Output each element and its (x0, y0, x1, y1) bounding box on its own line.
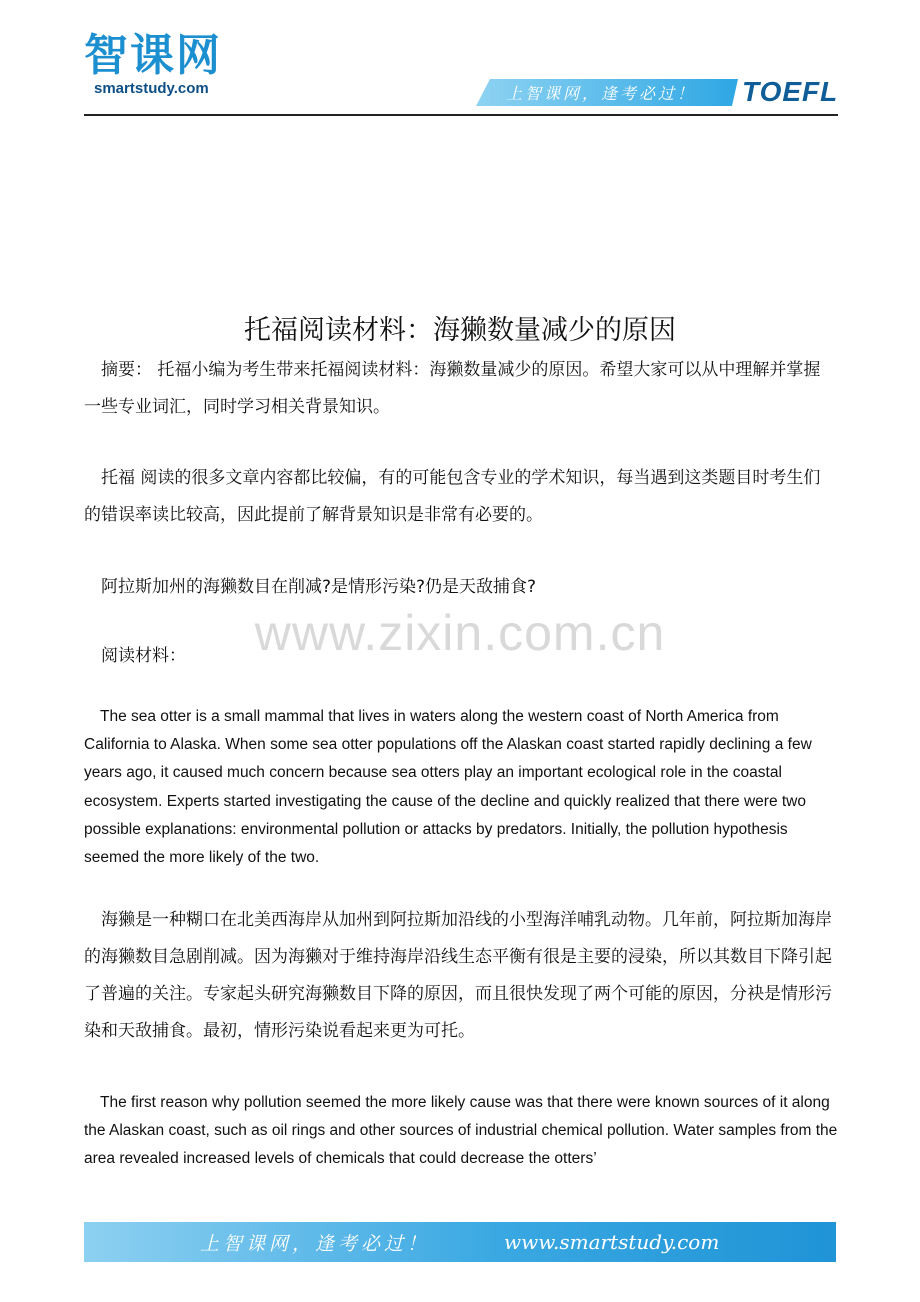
english-paragraph-2: The first reason why pollution seemed the more likely cause was that there were known sources of it along the Alaskan coast, such as oil rings and other sources of industrial chemical pollution. Water samples from the area revealed increased levels of chemicals that could decrease the otters’ (84, 1094, 838, 1168)
toefl-label: TOEFL (742, 76, 839, 107)
watermark: www.zixin.com.cn (254, 605, 666, 661)
page-header (0, 0, 920, 118)
chinese-paragraph-1: 海獭是一种糊口在北美西海岸从加州到阿拉斯加沿线的小型海洋哺乳动物。几年前，阿拉斯加海岸的海獭数目急剧削减。因为海獭对于维持海岸沿线生态平衡有很是主要的浸染，所以其数目下降引起了普遍的关注。专家起头研究海獭数目下降的原因，而且很快发现了两个可能的原因，分袂是情形污染和天敌捕食。最初，情形污染说看起来更为可托。 (84, 910, 832, 1041)
question-line: 阿拉斯加州的海獭数目在削减?是情形污染?仍是天敌捕食? (101, 577, 537, 597)
english-paragraph-1: The sea otter is a small mammal that lives in waters along the western coast of North America from California to Alaska. When some sea otter populations off the Alaskan coast started rapidly declining a few years ago, it caused much concern because sea otters play an important ecological role in the coastal ecosystem. Experts started investigating the cause of the decline and quickly realized that there were two possible explanations: environmental pollution or attacks by predators. Initially, the pollution hypothesis seemed the more likely of the two. (84, 708, 812, 867)
page-footer (84, 1222, 836, 1262)
smartstudy-logo (84, 30, 254, 102)
banner-slogan: 上智课网，逢考必过！ (506, 84, 697, 103)
logo-url-text: smartstudy.com (94, 80, 209, 97)
page-title: 托福阅读材料：海獭数量减少的原因 (244, 315, 676, 346)
intro-paragraph: 托福 阅读的很多文章内容都比较偏，有的可能包含专业的学术知识，每当遇到这类题目时考生们的错误率读比较高，因此提前了解背景知识是非常有必要的。 (84, 468, 821, 525)
footer-slogan: 上智课网，逢考必过！ (200, 1233, 431, 1255)
summary-paragraph: 摘要： 托福小编为考生带来托福阅读材料：海獭数量减少的原因。希望大家可以从中理解并掌握一些专业词汇，同时学习相关背景知识。 (84, 360, 821, 417)
footer-url: www.smartstudy.com (504, 1230, 720, 1254)
header-banner (476, 76, 839, 107)
material-label: 阅读材料： (101, 646, 186, 666)
logo-chinese-text: 智课网 (84, 30, 222, 81)
header-divider (84, 114, 838, 116)
